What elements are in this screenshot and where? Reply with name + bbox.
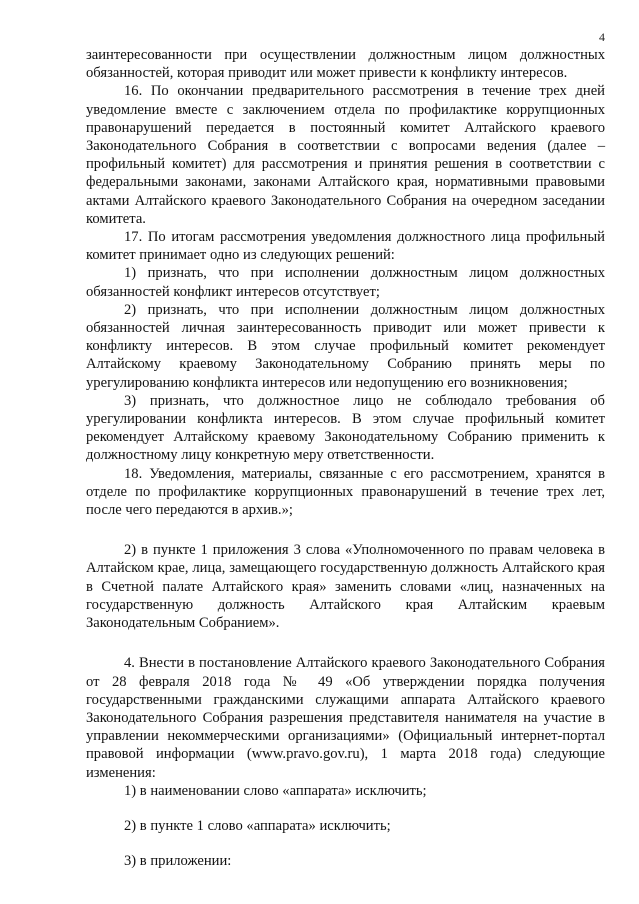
paragraph-continuation: заинтересованности при осуществлении должностным лицом должностных обязанностей, которая приводит или может привести к конфликту интересов.	[86, 47, 605, 82]
amendment-item-4: 4. Внести в постановление Алтайского краевого Законодательного Собрания от 28 февраля 2018 года № 49 «Об утверждении порядка получения государственными гражданскими служащими аппарата Алтайского краевого Законодательного Собрания разрешения представителя нанимателя на участие в управлении некоммерческими организациями» (Официальный интернет-портал правовой информации (www.pravo.gov.ru), 1 марта 2018 года) следующие изменения:	[86, 655, 605, 781]
amendment-item-4-2: 2) в пункте 1 слово «аппарата» исключить;	[124, 817, 391, 834]
paragraph-18: 18. Уведомления, материалы, связанные с его рассмотрением, хранятся в отделе по профилактике коррупционных правонарушений в течение трех лет, после чего передаются в архив.»;	[86, 465, 605, 519]
paragraph-17-item-2: 2) признать, что при исполнении должностным лицом должностных обязанностей личная заинтересованность приводит или может привести к конфликту интересов. В этом случае профильный комитет рекомендует Алтайскому краевому Законодательному Собранию принять меры по урегулированию конфликта интересов или недопущению его возникновения;	[86, 301, 605, 391]
paragraph-17: 17. По итогам рассмотрения уведомления должностного лица профильный комитет принимает одно из следующих решений:	[86, 229, 605, 264]
amendment-item-4-3: 3) в приложении:	[124, 853, 232, 870]
document-body	[86, 46, 605, 870]
page-number: 4	[599, 30, 605, 44]
amendment-item-2: 2) в пункте 1 приложения 3 слова «Уполномоченного по правам человека в Алтайском крае, лица, замещающего государственную должность Алтайского края в Счетной палате Алтайского края» заменить словами «лиц, назначенных на государственную должность Алтайского края Алтайским краевым Законодательным Собранием».	[86, 542, 605, 632]
paragraph-16: 16. По окончании предварительного рассмотрения в течение трех дней уведомление вместе с заключением отдела по профилактике коррупционных правонарушений передается в постоянный комитет Алтайского краевого Законодательного Собрания в соответствии с вопросами ведения (далее – профильный комитет) для рассмотрения и принятия решения в соответствии с федеральными законами, законами Алтайского края, нормативными правовыми актами Алтайского краевого Законодательного Собрания на очередном заседании комитета.	[86, 83, 605, 227]
paragraph-17-item-1: 1) признать, что при исполнении должностным лицом должностных обязанностей конфликт интересов отсутствует;	[86, 265, 605, 300]
amendment-item-4-1: 1) в наименовании слово «аппарата» исключить;	[124, 782, 427, 799]
paragraph-17-item-3: 3) признать, что должностное лицо не соблюдало требования об урегулировании конфликта интересов. В этом случае профильный комитет рекомендует Алтайскому краевому Законодательному Собранию применить к должностному лицу конкретную меру ответственности.	[86, 392, 605, 464]
